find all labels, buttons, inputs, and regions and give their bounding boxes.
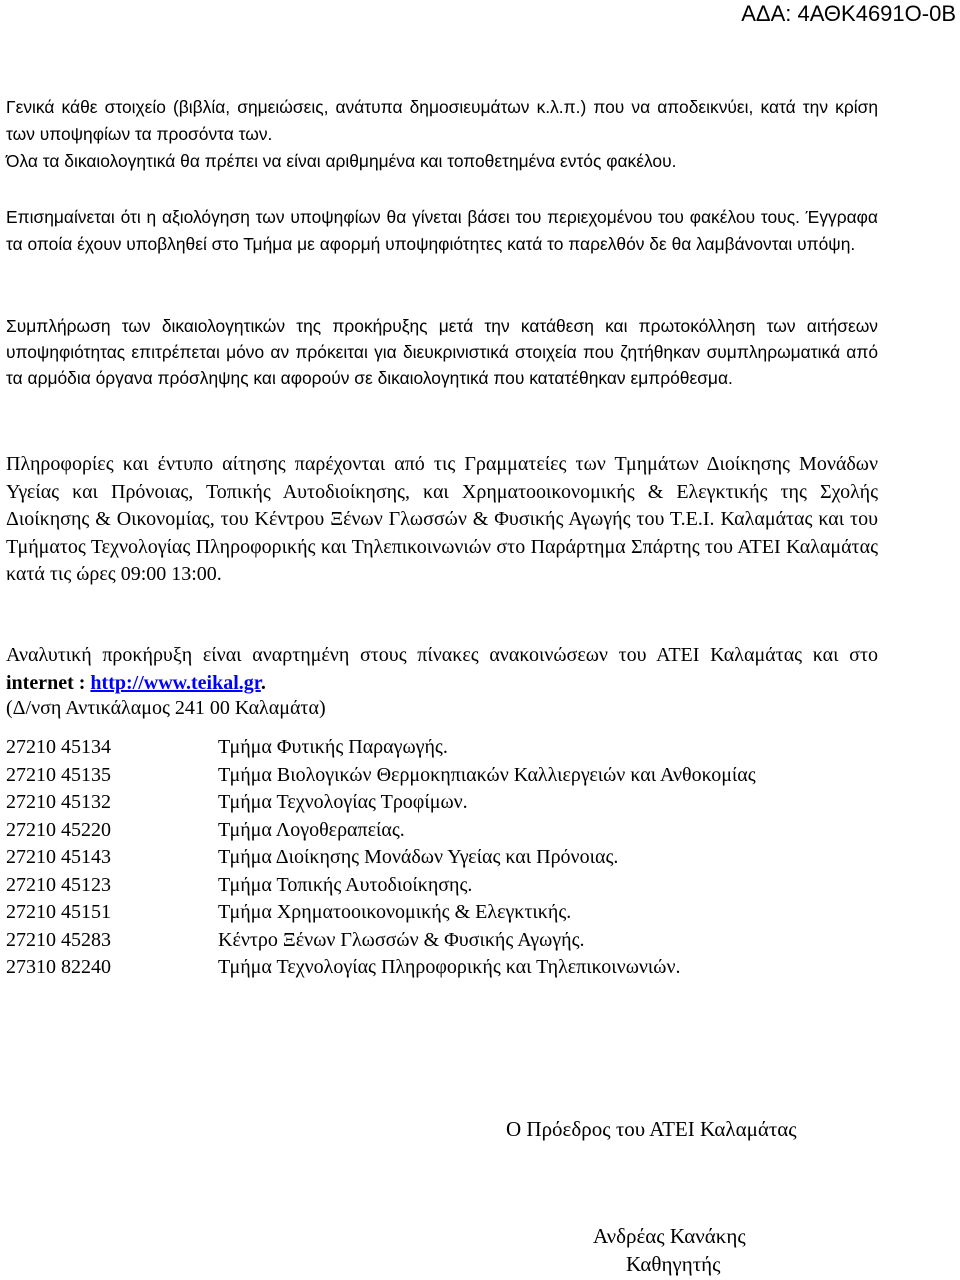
paragraph-announcement <box>6 642 878 697</box>
phone-number: 27210 45283 <box>6 928 111 951</box>
department-name: Τμήμα Φυτικής Παραγωγής. <box>218 736 448 758</box>
paragraph-information-contacts: Πληροφορίες και έντυπο αίτησης παρέχονται από τις Γραμματείες των Τμημάτων Διοίκησης Μονάδων Υγείας και Πρόνοιας, Τοπικής Αυτοδιοίκησης, και Χρηματοοικονομικής & Ελεγκτικής της Σχολής Διοίκησης & Οικονομίας, του Κέντρου Ξένων Γλωσσών & Φυσικής Αγωγής του Τ.Ε.Ι. Καλαμάτας και του Τμήματος Τεχνολογίας Πληροφορικής και Τηλεπικοινωνιών στο Παράρτημα Σπάρτης του ΑΤΕΙ Καλαμάτας κατά τις ώρες 09:00 13:00. <box>6 453 878 585</box>
phone-number: 27210 45123 <box>6 873 111 896</box>
department-name: Τμήμα Χρηματοοικονομικής & Ελεγκτικής. <box>218 901 572 923</box>
paragraph-numbered-documents: Όλα τα δικαιολογητικά θα πρέπει να είναι αριθμημένα και τοποθετημένα εντός φακέλου. <box>6 151 677 171</box>
internet-label: internet : <box>6 671 91 694</box>
phone-number: 27210 45132 <box>6 791 111 813</box>
phone-row <box>6 954 886 982</box>
phone-number: 27210 45135 <box>6 763 111 786</box>
phone-row <box>6 762 886 790</box>
ada-code: ΑΔΑ: 4ΑΘΚ4691Ο-0Β <box>741 1 956 26</box>
signatory-title: Ο Πρόεδρος του ΑΤΕΙ Καλαμάτας <box>506 1117 797 1141</box>
department-name: Τμήμα Τοπικής Αυτοδιοίκησης. <box>218 873 473 896</box>
address-line: (Δ/νση Αντικάλαμος 241 00 Καλαμάτα) <box>6 697 326 719</box>
link-period: . <box>260 671 266 694</box>
phone-row <box>6 817 886 845</box>
signatory-name: Ανδρέας Κανάκης <box>593 1224 746 1248</box>
website-link[interactable]: http://www.teikal.gr <box>90 671 261 694</box>
phone-row <box>6 927 886 955</box>
phone-row <box>6 872 886 900</box>
department-name: Τμήμα Βιολογικών Θερμοκηπιακών Καλλιεργειών και Ανθοκομίας <box>218 763 756 786</box>
phone-row <box>6 789 886 817</box>
paragraph-supplementary-documents: Συμπλήρωση των δικαιολογητικών της προκήρυξης μετά την κατάθεση και πρωτοκόλληση των αιτήσεων υποψηφιότητας επιτρέπεται μόνο αν πρόκειται για διευκρινιστικά στοιχεία που ζητήθηκαν συμπληρωματικά από τα αρμόδια όργανα πρόσληψης και αφορούν σε δικαιολογητικά που κατατέθηκαν εμπρόθεσμα. <box>6 316 878 388</box>
phone-directory <box>6 734 886 982</box>
department-name: Κέντρο Ξένων Γλωσσών & Φυσικής Αγωγής. <box>218 928 585 951</box>
paragraph-supporting-material: Γενικά κάθε στοιχείο (βιβλία, σημειώσεις, ανάτυπα δημοσιευμάτων κ.λ.π.) που να αποδεικνύει, κατά την κρίση των υποψηφίων τα προσόντα των. <box>6 97 878 144</box>
phone-number: 27210 45143 <box>6 846 111 868</box>
phone-row <box>6 734 886 762</box>
phone-number: 27310 82240 <box>6 956 111 978</box>
phone-row <box>6 844 886 872</box>
signatory-role: Καθηγητής <box>626 1252 721 1276</box>
phone-number: 27210 45220 <box>6 818 111 841</box>
department-name: Τμήμα Λογοθεραπείας. <box>218 818 405 841</box>
department-name: Τμήμα Τεχνολογίας Τροφίμων. <box>218 791 468 813</box>
announcement-text: Αναλυτική προκήρυξη είναι αναρτημένη στους πίνακες ανακοινώσεων του ΑΤΕΙ Καλαμάτας και στο <box>6 644 878 666</box>
phone-number: 27210 45151 <box>6 901 111 923</box>
phone-number: 27210 45134 <box>6 736 111 758</box>
department-name: Τμήμα Διοίκησης Μονάδων Υγείας και Πρόνοιας. <box>218 846 619 868</box>
paragraph-evaluation-note: Επισημαίνεται ότι η αξιολόγηση των υποψηφίων θα γίνεται βάσει του περιεχομένου του φακέλου τους. Έγγραφα τα οποία έχουν υποβληθεί στο Τμήμα με αφορμή υποψηφιότητες κατά το παρελθόν δε θα λαμβάνονται υπόψη. <box>6 207 878 254</box>
phone-row <box>6 899 886 927</box>
department-name: Τμήμα Τεχνολογίας Πληροφορικής και Τηλεπικοινωνιών. <box>218 956 681 978</box>
